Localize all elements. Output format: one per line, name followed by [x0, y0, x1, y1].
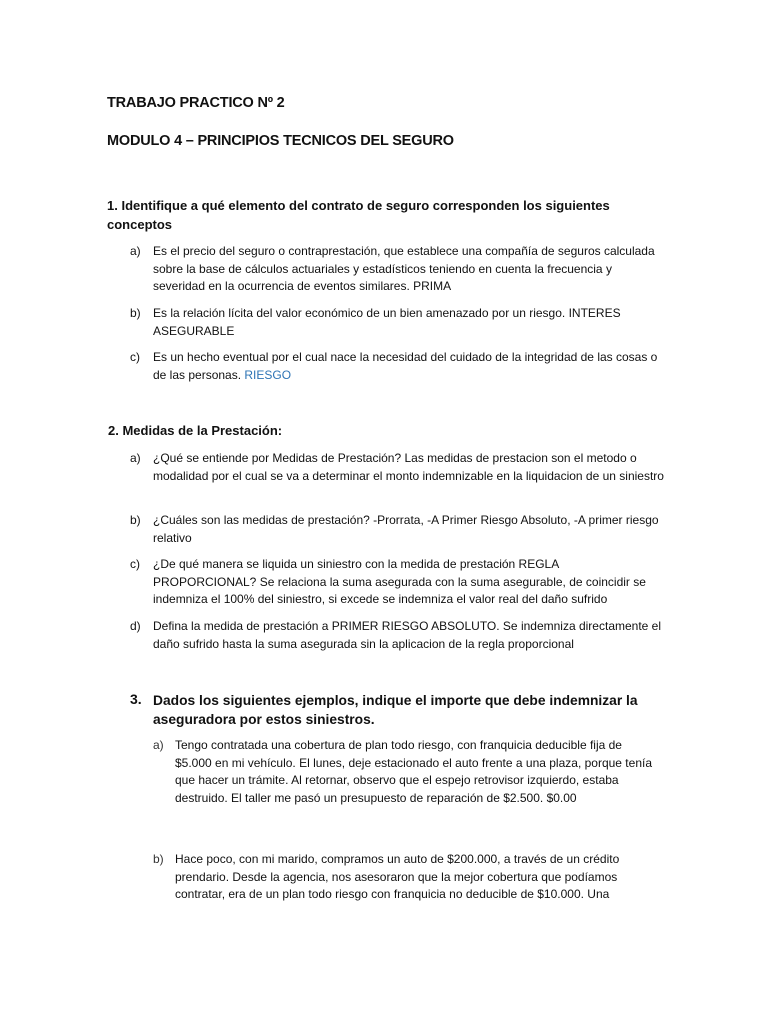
item-text: Es el precio del seguro o contraprestación, que establece una compañía de seguros calculada sobre la base de cálculos actuariales y estadísticos teniendo en cuenta la frecuencia y severidad en la ocurrencia de eventos similares. PRIMA	[153, 244, 655, 294]
question-3-heading: Dados los siguientes ejemplos, indique el importe que debe indemnizar la aseguradora por estos siniestros.	[153, 693, 638, 727]
item-label: b)	[130, 306, 141, 320]
item-text: ¿De qué manera se liquida un siniestro con la medida de prestación REGLA PROPORCIONAL? Se relaciona la suma asegurada con la suma asegurable, de coincidir se indemniza el 100% del siniestro, si excede se indemniza el valor real del daño sufrido	[153, 557, 646, 607]
question-1-heading: 1. Identifique a qué elemento del contrato de seguro corresponden los siguientes conceptos	[107, 198, 610, 232]
module-title: MODULO 4 – PRINCIPIOS TECNICOS DEL SEGURO	[107, 133, 454, 149]
item-label: b)	[130, 513, 141, 527]
item-text: Tengo contratada una cobertura de plan todo riesgo, con franquicia deducible fija de $5.000 en mi vehículo. El lunes, deje estacionado el auto frente a una plaza, porque tenía que hacer un trámite. Al retornar, observo que el espejo retrovisor izquierdo, estaba destruido. El taller me pasó un presupuesto de reparación de $2.500. $0.00	[175, 738, 652, 805]
item-text: Defina la medida de prestación a PRIMER RIESGO ABSOLUTO. Se indemniza directamente el daño sufrido hasta la suma asegurada sin la aplicacion de la regla proporcional	[153, 619, 662, 651]
item-text-container	[153, 349, 663, 384]
document-title: TRABAJO PRACTICO Nº 2	[107, 95, 285, 111]
item-text: Hace poco, con mi marido, compramos un auto de $200.000, a través de un crédito prendario. Desde la agencia, nos asesoraron que la mejor cobertura que podíamos contratar, era de un plan todo riesgo con franquicia no deducible de $10.000. Una	[175, 852, 620, 902]
item-label: c)	[130, 350, 140, 364]
item-label: a)	[130, 244, 141, 258]
answer-highlight: RIESGO	[244, 367, 292, 382]
item-text: Es la relación lícita del valor económico de un bien amenazado por un riesgo. INTERES ASEGURABLE	[153, 306, 621, 338]
item-text: ¿Cuáles son las medidas de prestación? -Prorrata, -A Primer Riesgo Absoluto, -A primer riesgo relativo	[153, 513, 659, 545]
item-label: a)	[153, 738, 164, 752]
item-text: Es un hecho eventual por el cual nace la necesidad del cuidado de la integridad de las cosas o de las personas.	[153, 350, 658, 382]
item-label: c)	[130, 557, 140, 571]
item-label: a)	[130, 451, 141, 465]
item-label: b)	[153, 852, 164, 866]
item-label: d)	[130, 619, 141, 633]
question-2-heading: 2. Medidas de la Prestación:	[108, 423, 283, 438]
question-3-number: 3.	[130, 691, 142, 707]
item-text: ¿Qué se entiende por Medidas de Prestación? Las medidas de prestacion son el metodo o modalidad por el cual se va a determinar el monto indemnizable en la liquidacion de un siniestro	[153, 451, 664, 483]
